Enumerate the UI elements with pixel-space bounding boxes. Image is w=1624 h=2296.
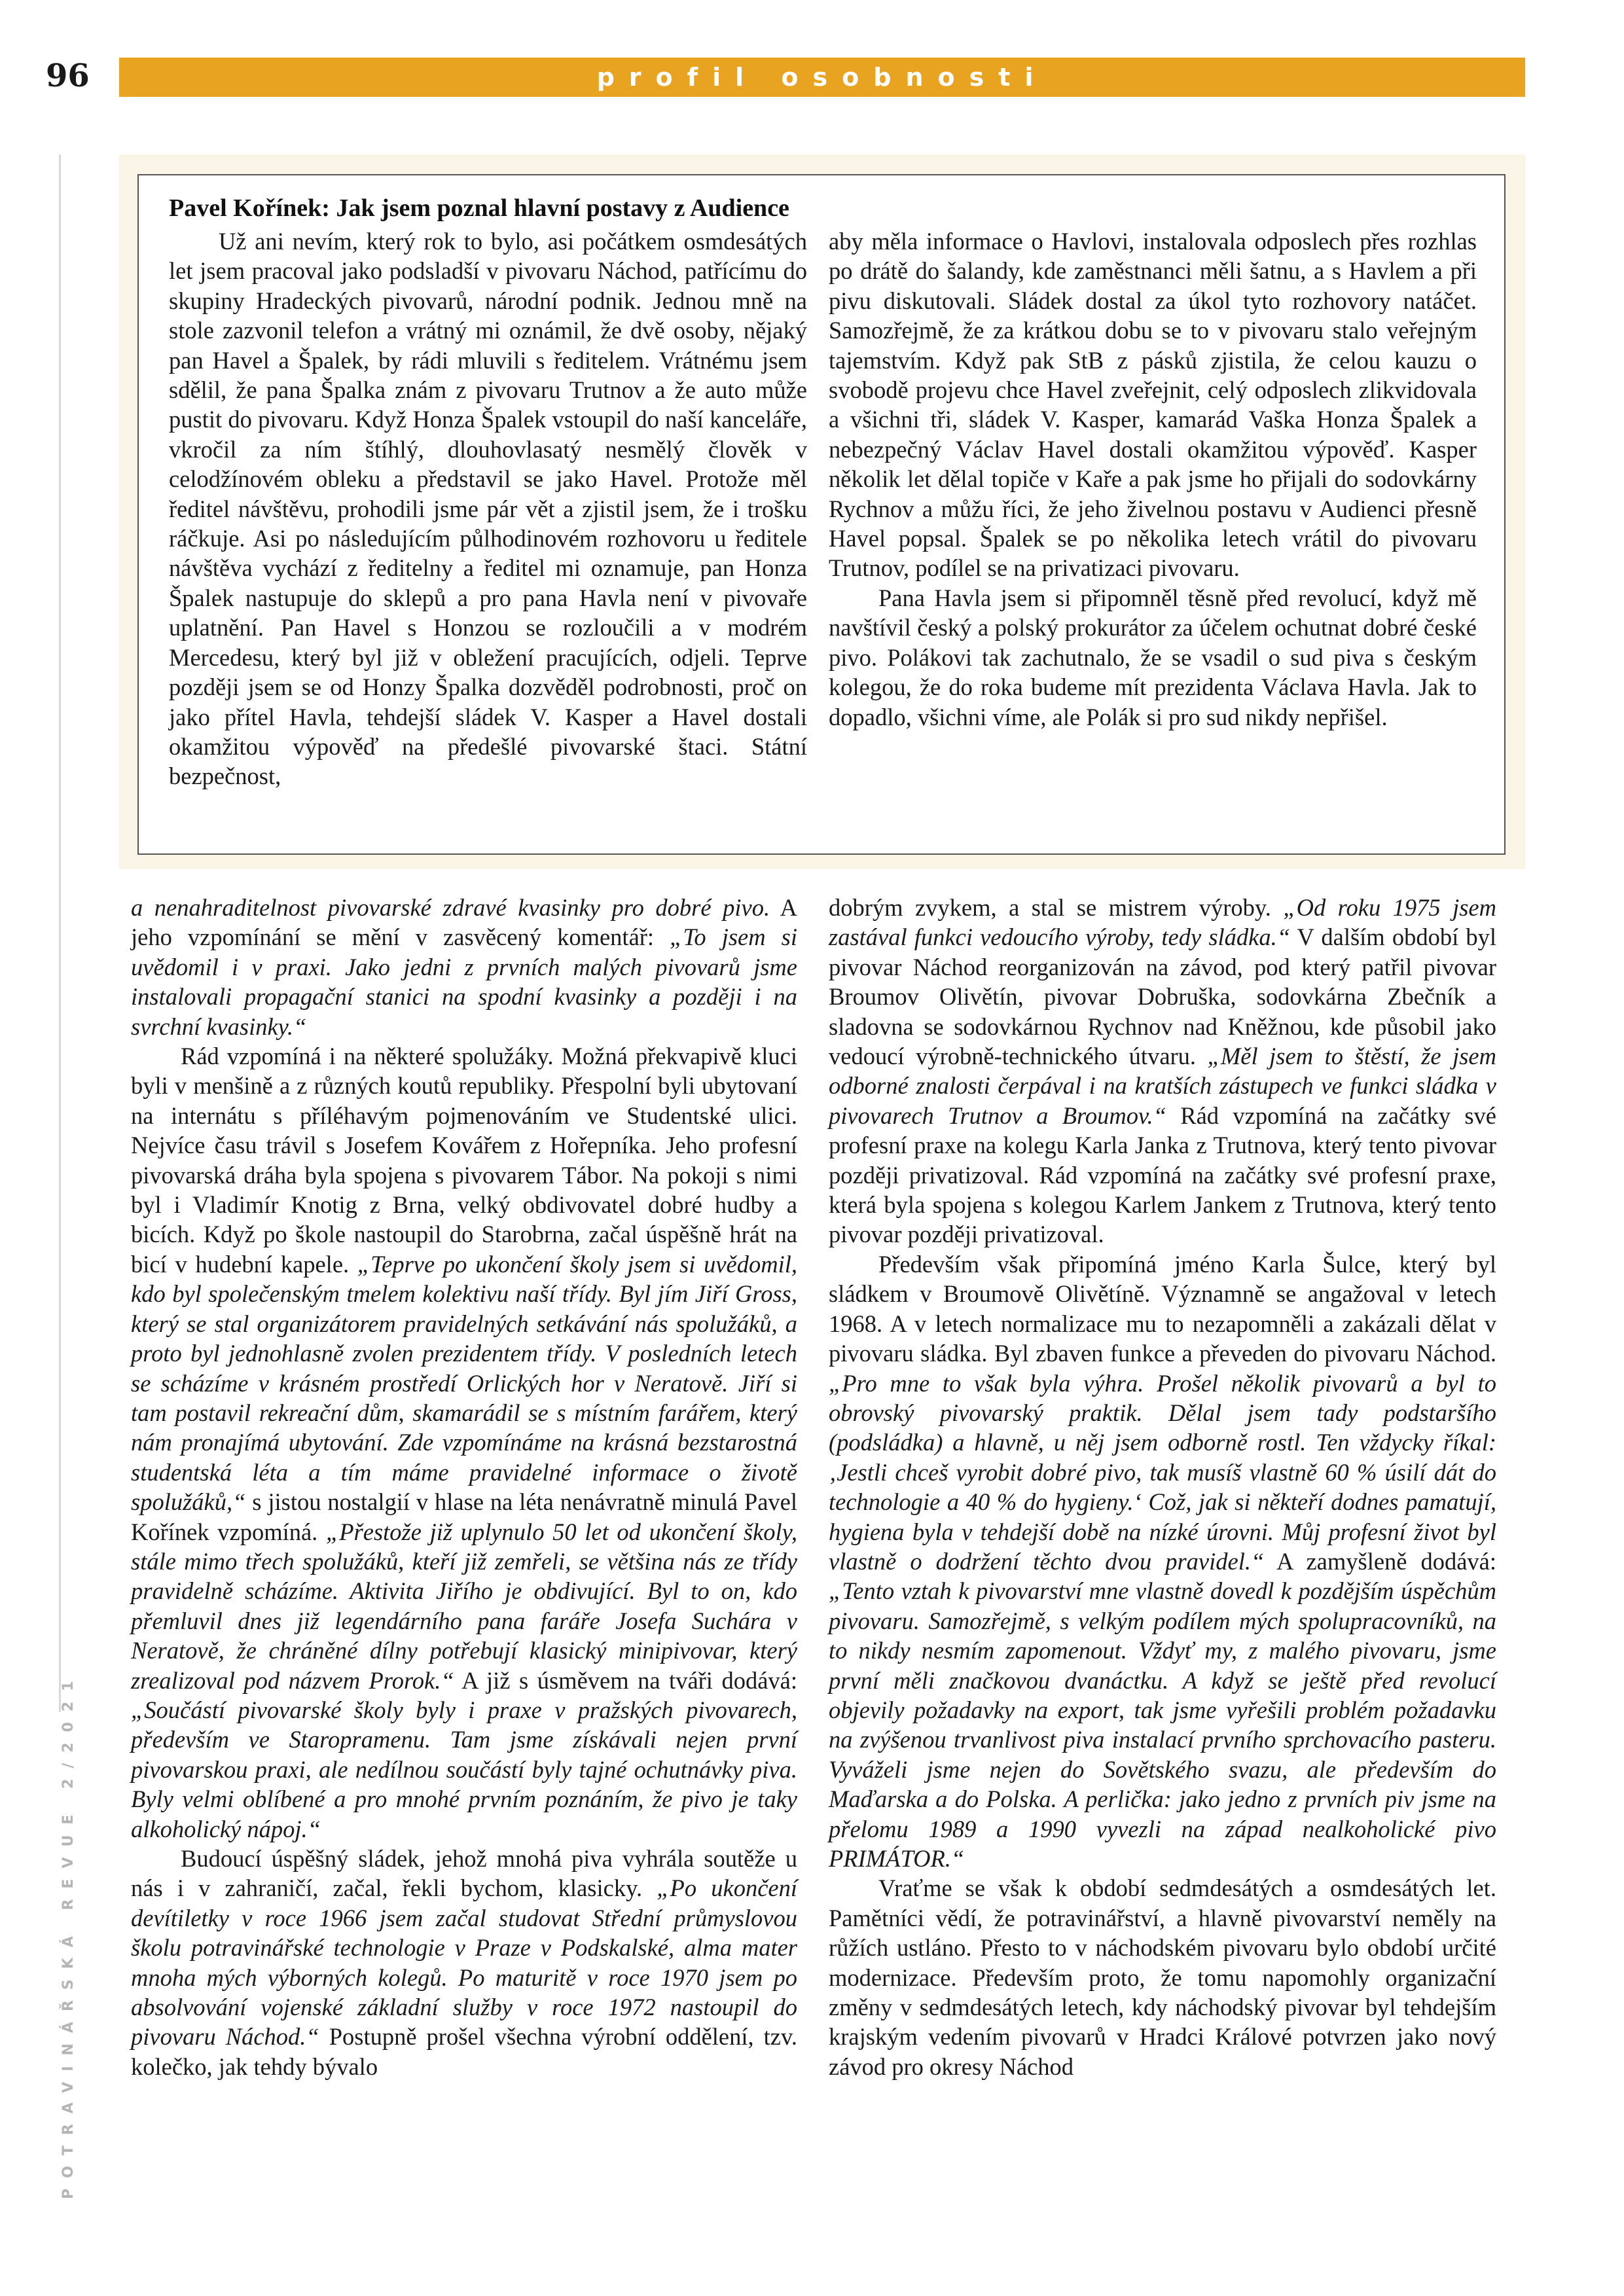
article-paragraph: Především však připomíná jméno Karla Šulce, který byl sládkem v Broumově Olivětíně. Významně se angažoval v letech 1968. A v letech normalizace mu to nezapomněli a zakázali dělat v pivovaru sládka. Byl zbaven funkce a převeden do pivovaru Náchod. „Pro mne to však byla výhra. Prošel několik pivovarů a byl to obrovský pivovarský praktik. Dělal jsem tady podstaršího (podsládka) a hlavně, u něj jsem odborně rostl. Ten vždycky říkal: ‚Jestli chceš vyrobit dobré pivo, tak musíš vlastně 60 % úsilí dát do technologie a 40 % do hygieny.‘ Což, jak si někteří dodnes pamatují, hygiena byla v tehdejší době na nízké úrovni. Můj profesní život byl vlastně o dodržení těchto dvou pravidel.“ A zamyšleně dodává: „Tento vztah k pivovarství mne vlastně dovedl k pozdějším úspěchům pivovaru. Samozřejmě, s velkým podílem mých spolupracovníků, na to nikdy nesmím zapomenout. Vždyť my, z malého pivovaru, jsme první měli značkovou dvanáctku. A když se ještě před revolucí objevily požadavky na export, tak jsme vyřešili problém požadavku na zvýšenou trvanlivost piva instalací prvního sprchovacího pasteru. Vyváželi jsme nejen do Sovětského svazu, ale především do Maďarska a do Polska. A perlička: jako jedno z prvních piv jsme na přelomu 1989 a 1990 vyvezli na západ nealkoholické pivo PRIMÁTOR.“ <box>829 1250 1496 1872</box>
sidebar-box-title: Pavel Kořínek: Jak jsem poznal hlavní postavy z Audience <box>169 194 789 222</box>
article-paragraph: Rád vzpomíná i na některé spolužáky. Možná překvapivě kluci byli v menšině a z různých koutů republiky. Přespolní byli ubytovaní na internátu s příléhavým pojmenováním ve Studentské ulici. Nejvíce času trávil s Josefem Kovářem z Hořepníka. Jeho profesní pivovarská dráha byla spojena s pivovarem Tábor. Na pokoji s nimi byl i Vladimír Knotig z Brna, velký obdivovatel dobré hudby a bicích. Když po škole nastoupil do Starobrna, začal úspěšně hrát na bicí v hudební kapele. „Teprve po ukončení školy jsem si uvědomil, kdo byl společenským tmelem kolektivu naší třídy. Byl jím Jiří Gross, který se stal organizátorem pravidelných setkávání nás spolužáků, a proto byl jednohlasně zvolen prezidentem třídy. V posledních letech se scházíme v krásném prostředí Orlických hor v Neratově. Jiří si tam postavil rekreační dům, skamarádil se s místním farářem, který nám pronajímá ubytování. Zde vzpomínáme na krásná bezstarostná studentská léta a tím máme pravidelné informace o životě spolužáků,“ s jistou nostalgií v hlase na léta nenávratně minulá Pavel Kořínek vzpomíná. „Přestože již uplynulo 50 let od ukončení školy, stále mimo třech spolužáků, kteří již zemřeli, se většina nás ze třídy pravidelně scházíme. Aktivita Jiřího je obdivující. Byl to on, kdo přemluvil dnes již legendárního pana faráře Josefa Suchára v Neratově, že chráněné dílny potřebují klasický minipivovar, který zrealizoval pod názvem Prorok.“ A již s úsměvem na tváři dodává: „Součástí pivovarské školy byly i praxe v pražských pivovarech, především ve Staropramenu. Tam jsme získávali nejen první pivovarskou praxi, ale nedílnou součástí byly tajné ochutnávky piva. Byly velmi oblíbené a pro mnohé prvním poznáním, že pivo je taky alkoholický nápoj.“ <box>131 1043 797 1842</box>
left-margin-rule <box>59 154 61 1712</box>
article-paragraph: Vraťme se však k období sedmdesátých a osmdesátých let. Pamětníci vědí, že potravinářství, a hlavně pivovarství neměly na růžích ustláno. Přesto to v náchodském pivovaru bylo období určité modernizace. Především proto, že tomu napomohly organizační změny v sedmdesátých letech, kdy náchodský pivovar byl tehdejším krajským vedením pivovarů v Hradci Králové potvrzen jako nový závod pro okresy Náchod <box>829 1874 1496 2080</box>
article-paragraph: dobrým zvykem, a stal se mistrem výroby. „Od roku 1975 jsem zastával funkci vedoucího výroby, tedy sládka.“ V dalším období byl pivovar Náchod reorganizován na závod, pod který patřil pivovar Broumov Olivětín, pivovar Dobruška, sodovkárna Zbečník a sladovna se sodovkárnou Rychnov nad Kněžnou, kde působil jako vedoucí výrobně-technického útvaru. „Měl jsem to štěstí, že jsem odborné znalosti čerpával i na kratších zástupech ve funkci sládka v pivovarech Trutnov a Broumov.“ Rád vzpomíná na začátky své profesní praxe na kolegu Karla Janka z Trutnova, který tento pivovar později privatizoval. Rád vzpomíná na začátky své profesní praxe, která byla spojena s kolegou Karlem Jankem z Trutnova, který tento pivovar později privatizoval. <box>829 894 1496 1248</box>
sidebar-column-2 <box>829 226 1477 732</box>
sidebar-paragraph: Už ani nevím, který rok to bylo, asi počátkem osmdesátých let jsem pracoval jako podsladší v pivovaru Náchod, patřícímu do skupiny Hradeckých pivovarů, národní podnik. Jednou mně na stole zazvonil telefon a vrátný mi oznámil, že dvě osoby, nějaký pan Havel a Špalek, by rádi mluvili s ředitelem. Vrátnému jsem sdělil, že pana Špalka znám z pivovaru Trutnov a že auto může pustit do pivovaru. Když Honza Špalek vstoupil do naší kanceláře, vkročil za ním štíhlý, dlouhovlasatý nesmělý člověk v celodžínovém obleku a představil se jako Havel. Protože měl ředitel návštěvu, prohodili jsme pár vět a zjistil jsem, že i trošku ráčkuje. Asi po následujícím půlhodinovém rozhovoru u ředitele návštěva vychází z ředitelny a ředitel mi oznamuje, pan Honza Špalek nastupuje do sklepů a pro pana Havla není v pivovaře uplatnění. Pan Havel s Honzou se rozloučili a v modrém Mercedesu, který byl již v obležení pracujících, odjeli. Teprve později jsem se od Honzy Špalka dozvěděl podrobnosti, proč on jako přítel Havla, tehdejší sládek V. Kasper a Havel dostali okamžitou výpověď na předešlé pivovarské štaci. Státní bezpečnost, <box>169 228 807 790</box>
section-title: profil osobnosti <box>596 63 1048 92</box>
page-number: 96 <box>46 58 90 94</box>
sidebar-paragraph: Pana Havla jsem si připomněl těsně před revolucí, když mě navštívil český a polský prokurátor za účelem ochutnat dobré české pivo. Polákovi tak zachutnalo, že se vsadil o sud piva s českým kolegou, že do roka budeme mít prezidenta Václava Havla. Jak to dopadlo, všichni víme, ale Polák si pro sud nikdy nepřišel. <box>829 584 1477 730</box>
section-header-bar <box>119 58 1525 97</box>
journal-side-label: POTRAVINÁŘSKÁ REVUE 2/2021 <box>60 1670 77 2199</box>
sidebar-column-1 <box>169 226 807 791</box>
article-paragraph: a nenahraditelnost pivovarské zdravé kvasinky pro dobré pivo. A jeho vzpomínání se mění v zasvěcený komentář: „To jsem si uvědomil i v praxi. Jako jedni z prvních malých pivovarů jsme instalovali propagační stanici na spodní kvasinky a později i na svrchní kvasinky.“ <box>131 894 798 1040</box>
article-paragraph: Budoucí úspěšný sládek, jehož mnohá piva vyhrála soutěže u nás i v zahraničí, začal, řekli bychom, klasicky. „Po ukončení devítiletky v roce 1966 jsem začal studovat Střední průmyslovou školu potravinářské technologie v Praze v Podskalské, alma mater mnoha mých výborných kolegů. Po maturitě v roce 1970 jsem po absolvování vojenské základní služby v roce 1972 nastoupil do pivovaru Náchod.“ Postupně prošel všechna výrobní oddělení, tzv. kolečko, jak tehdy bývalo <box>131 1845 797 2080</box>
sidebar-paragraph: aby měla informace o Havlovi, instalovala odposlech přes rozhlas po drátě do šalandy, kde zaměstnanci měli šatnu, a s Havlem a při pivu diskutovali. Sládek dostal za úkol tyto rozhovory natáčet. Samozřejmě, že za krátkou dobu se to v pivovaru stalo veřejným tajemstvím. Když pak StB z pásků zjistila, že celou kauzu o svobodě projevu chce Havel zveřejnit, celý odposlech zlikvidovala a všichni tři, sládek V. Kasper, kamarád Vaška Honza Špalek a nebezpečný Václav Havel dostali okamžitou výpověď. Kasper několik let dělal topiče v Kaře a pak jsme ho přijali do sodovkárny Rychnov a můžu říci, že jeho živelnou postavu v Audienci přesně Havel popsal. Špalek se po několika letech vrátil do pivovaru Trutnov, podílel se na privatizaci pivovaru. <box>829 228 1477 582</box>
article-column-2 <box>829 893 1496 2081</box>
article-column-1 <box>131 893 797 2081</box>
